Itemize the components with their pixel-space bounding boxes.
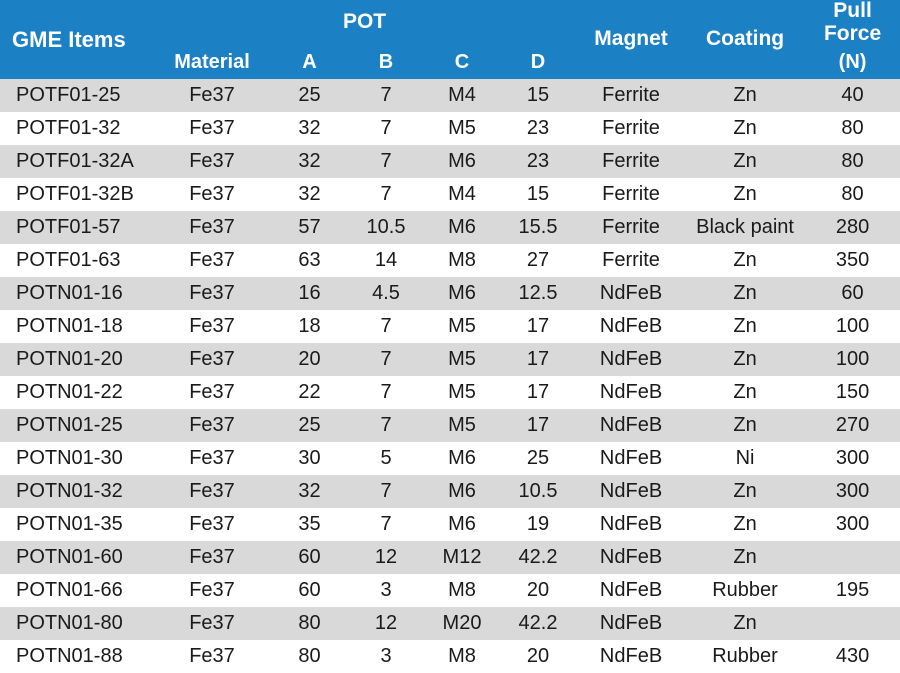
cell-pull-force: 300 xyxy=(805,508,900,541)
cell-item: POTF01-32 xyxy=(0,112,152,145)
cell-a: 57 xyxy=(272,211,347,244)
cell-b: 7 xyxy=(347,376,425,409)
cell-pull-force: 280 xyxy=(805,211,900,244)
cell-item: POTF01-63 xyxy=(0,244,152,277)
cell-coating: Black paint xyxy=(685,211,805,244)
cell-material: Fe37 xyxy=(152,211,272,244)
cell-coating: Zn xyxy=(685,79,805,112)
cell-magnet: NdFeB xyxy=(577,508,685,541)
cell-coating: Zn xyxy=(685,310,805,343)
cell-a: 63 xyxy=(272,244,347,277)
cell-b: 12 xyxy=(347,541,425,574)
column-header-magnet: Magnet xyxy=(577,0,685,79)
cell-d: 23 xyxy=(499,145,577,178)
cell-a: 16 xyxy=(272,277,347,310)
cell-c: M8 xyxy=(425,574,499,607)
table-row xyxy=(0,541,900,574)
cell-a: 32 xyxy=(272,145,347,178)
cell-b: 7 xyxy=(347,112,425,145)
column-header-pull-force: Pull Force xyxy=(805,0,900,45)
cell-a: 80 xyxy=(272,640,347,673)
cell-b: 7 xyxy=(347,178,425,211)
cell-b: 7 xyxy=(347,508,425,541)
column-header-b: B xyxy=(347,45,425,79)
cell-material: Fe37 xyxy=(152,475,272,508)
table-row xyxy=(0,178,900,211)
cell-coating: Zn xyxy=(685,343,805,376)
cell-coating: Zn xyxy=(685,508,805,541)
column-header-d: D xyxy=(499,45,577,79)
cell-pull-force: 350 xyxy=(805,244,900,277)
cell-d: 17 xyxy=(499,376,577,409)
cell-c: M6 xyxy=(425,145,499,178)
cell-c: M4 xyxy=(425,79,499,112)
cell-b: 7 xyxy=(347,79,425,112)
cell-b: 7 xyxy=(347,310,425,343)
cell-magnet: NdFeB xyxy=(577,607,685,640)
cell-pull-force: 80 xyxy=(805,145,900,178)
cell-item: POTF01-25 xyxy=(0,79,152,112)
cell-coating: Zn xyxy=(685,475,805,508)
table-row xyxy=(0,310,900,343)
cell-coating: Rubber xyxy=(685,640,805,673)
table-row xyxy=(0,475,900,508)
cell-coating: Zn xyxy=(685,409,805,442)
cell-magnet: NdFeB xyxy=(577,475,685,508)
cell-material: Fe37 xyxy=(152,442,272,475)
cell-material: Fe37 xyxy=(152,178,272,211)
cell-item: POTN01-88 xyxy=(0,640,152,673)
cell-c: M6 xyxy=(425,211,499,244)
table-row xyxy=(0,574,900,607)
cell-material: Fe37 xyxy=(152,277,272,310)
table-row xyxy=(0,343,900,376)
cell-a: 25 xyxy=(272,79,347,112)
cell-a: 60 xyxy=(272,541,347,574)
cell-b: 7 xyxy=(347,409,425,442)
cell-d: 17 xyxy=(499,310,577,343)
cell-c: M8 xyxy=(425,244,499,277)
column-header-material: Material xyxy=(152,45,272,79)
cell-magnet: Ferrite xyxy=(577,244,685,277)
column-header-c: C xyxy=(425,45,499,79)
cell-magnet: Ferrite xyxy=(577,112,685,145)
column-header-pull-force-unit: (N) xyxy=(805,45,900,79)
table-body xyxy=(0,79,900,673)
cell-b: 14 xyxy=(347,244,425,277)
cell-d: 25 xyxy=(499,442,577,475)
table-row xyxy=(0,442,900,475)
cell-coating: Zn xyxy=(685,607,805,640)
cell-pull-force: 270 xyxy=(805,409,900,442)
cell-c: M4 xyxy=(425,178,499,211)
header-row-top xyxy=(0,0,900,45)
cell-d: 17 xyxy=(499,343,577,376)
cell-d: 19 xyxy=(499,508,577,541)
cell-d: 17 xyxy=(499,409,577,442)
cell-item: POTF01-32B xyxy=(0,178,152,211)
cell-pull-force: 195 xyxy=(805,574,900,607)
cell-pull-force: 80 xyxy=(805,112,900,145)
cell-coating: Ni xyxy=(685,442,805,475)
cell-coating: Rubber xyxy=(685,574,805,607)
column-header-coating: Coating xyxy=(685,0,805,79)
cell-material: Fe37 xyxy=(152,508,272,541)
cell-pull-force xyxy=(805,541,900,574)
table-row xyxy=(0,145,900,178)
cell-c: M5 xyxy=(425,376,499,409)
table-row xyxy=(0,376,900,409)
cell-magnet: NdFeB xyxy=(577,376,685,409)
cell-c: M6 xyxy=(425,508,499,541)
cell-item: POTN01-22 xyxy=(0,376,152,409)
cell-pull-force: 100 xyxy=(805,343,900,376)
cell-material: Fe37 xyxy=(152,343,272,376)
cell-b: 4.5 xyxy=(347,277,425,310)
cell-a: 25 xyxy=(272,409,347,442)
cell-item: POTN01-60 xyxy=(0,541,152,574)
cell-c: M8 xyxy=(425,640,499,673)
cell-c: M6 xyxy=(425,475,499,508)
cell-pull-force: 430 xyxy=(805,640,900,673)
cell-b: 7 xyxy=(347,475,425,508)
cell-material: Fe37 xyxy=(152,541,272,574)
table-row xyxy=(0,607,900,640)
cell-b: 12 xyxy=(347,607,425,640)
cell-d: 15.5 xyxy=(499,211,577,244)
table-row xyxy=(0,112,900,145)
cell-material: Fe37 xyxy=(152,244,272,277)
cell-material: Fe37 xyxy=(152,574,272,607)
cell-material: Fe37 xyxy=(152,607,272,640)
cell-a: 35 xyxy=(272,508,347,541)
cell-material: Fe37 xyxy=(152,310,272,343)
column-header-pot-group: POT xyxy=(152,0,577,45)
table-row xyxy=(0,409,900,442)
table-row xyxy=(0,211,900,244)
cell-coating: Zn xyxy=(685,178,805,211)
cell-coating: Zn xyxy=(685,277,805,310)
cell-coating: Zn xyxy=(685,376,805,409)
cell-item: POTF01-57 xyxy=(0,211,152,244)
cell-pull-force: 80 xyxy=(805,178,900,211)
cell-a: 22 xyxy=(272,376,347,409)
cell-item: POTN01-20 xyxy=(0,343,152,376)
cell-magnet: NdFeB xyxy=(577,442,685,475)
cell-d: 12.5 xyxy=(499,277,577,310)
cell-a: 20 xyxy=(272,343,347,376)
cell-pull-force: 40 xyxy=(805,79,900,112)
cell-d: 20 xyxy=(499,574,577,607)
cell-d: 42.2 xyxy=(499,607,577,640)
table-header xyxy=(0,0,900,79)
cell-material: Fe37 xyxy=(152,376,272,409)
table-row xyxy=(0,640,900,673)
cell-b: 10.5 xyxy=(347,211,425,244)
cell-b: 7 xyxy=(347,343,425,376)
cell-c: M6 xyxy=(425,277,499,310)
cell-c: M5 xyxy=(425,310,499,343)
cell-magnet: Ferrite xyxy=(577,178,685,211)
cell-d: 23 xyxy=(499,112,577,145)
cell-pull-force: 300 xyxy=(805,442,900,475)
cell-item: POTN01-80 xyxy=(0,607,152,640)
cell-d: 42.2 xyxy=(499,541,577,574)
cell-c: M5 xyxy=(425,112,499,145)
cell-a: 32 xyxy=(272,178,347,211)
cell-item: POTN01-16 xyxy=(0,277,152,310)
cell-b: 3 xyxy=(347,640,425,673)
cell-material: Fe37 xyxy=(152,145,272,178)
cell-magnet: NdFeB xyxy=(577,640,685,673)
table-row xyxy=(0,277,900,310)
cell-magnet: NdFeB xyxy=(577,409,685,442)
cell-a: 80 xyxy=(272,607,347,640)
column-header-a: A xyxy=(272,45,347,79)
cell-a: 32 xyxy=(272,112,347,145)
cell-b: 7 xyxy=(347,145,425,178)
cell-magnet: NdFeB xyxy=(577,574,685,607)
cell-magnet: NdFeB xyxy=(577,277,685,310)
cell-item: POTN01-32 xyxy=(0,475,152,508)
cell-material: Fe37 xyxy=(152,409,272,442)
cell-material: Fe37 xyxy=(152,640,272,673)
cell-d: 10.5 xyxy=(499,475,577,508)
table-row xyxy=(0,244,900,277)
cell-item: POTF01-32A xyxy=(0,145,152,178)
cell-magnet: NdFeB xyxy=(577,310,685,343)
cell-d: 27 xyxy=(499,244,577,277)
cell-a: 32 xyxy=(272,475,347,508)
cell-magnet: Ferrite xyxy=(577,79,685,112)
cell-item: POTN01-25 xyxy=(0,409,152,442)
cell-d: 15 xyxy=(499,178,577,211)
cell-coating: Zn xyxy=(685,145,805,178)
cell-a: 30 xyxy=(272,442,347,475)
cell-b: 5 xyxy=(347,442,425,475)
cell-d: 20 xyxy=(499,640,577,673)
cell-item: POTN01-35 xyxy=(0,508,152,541)
cell-item: POTN01-30 xyxy=(0,442,152,475)
cell-item: POTN01-66 xyxy=(0,574,152,607)
cell-pull-force: 100 xyxy=(805,310,900,343)
cell-pull-force: 60 xyxy=(805,277,900,310)
cell-pull-force: 300 xyxy=(805,475,900,508)
cell-d: 15 xyxy=(499,79,577,112)
cell-pull-force: 150 xyxy=(805,376,900,409)
cell-magnet: Ferrite xyxy=(577,211,685,244)
column-header-gme-items: GME Items xyxy=(0,0,152,79)
cell-material: Fe37 xyxy=(152,112,272,145)
cell-coating: Zn xyxy=(685,112,805,145)
table-row xyxy=(0,79,900,112)
cell-material: Fe37 xyxy=(152,79,272,112)
cell-magnet: NdFeB xyxy=(577,541,685,574)
cell-c: M12 xyxy=(425,541,499,574)
cell-c: M20 xyxy=(425,607,499,640)
cell-magnet: NdFeB xyxy=(577,343,685,376)
cell-coating: Zn xyxy=(685,244,805,277)
table-row xyxy=(0,508,900,541)
cell-b: 3 xyxy=(347,574,425,607)
cell-item: POTN01-18 xyxy=(0,310,152,343)
cell-coating: Zn xyxy=(685,541,805,574)
cell-magnet: Ferrite xyxy=(577,145,685,178)
cell-c: M5 xyxy=(425,409,499,442)
cell-a: 18 xyxy=(272,310,347,343)
cell-a: 60 xyxy=(272,574,347,607)
cell-c: M6 xyxy=(425,442,499,475)
cell-pull-force xyxy=(805,607,900,640)
cell-c: M5 xyxy=(425,343,499,376)
